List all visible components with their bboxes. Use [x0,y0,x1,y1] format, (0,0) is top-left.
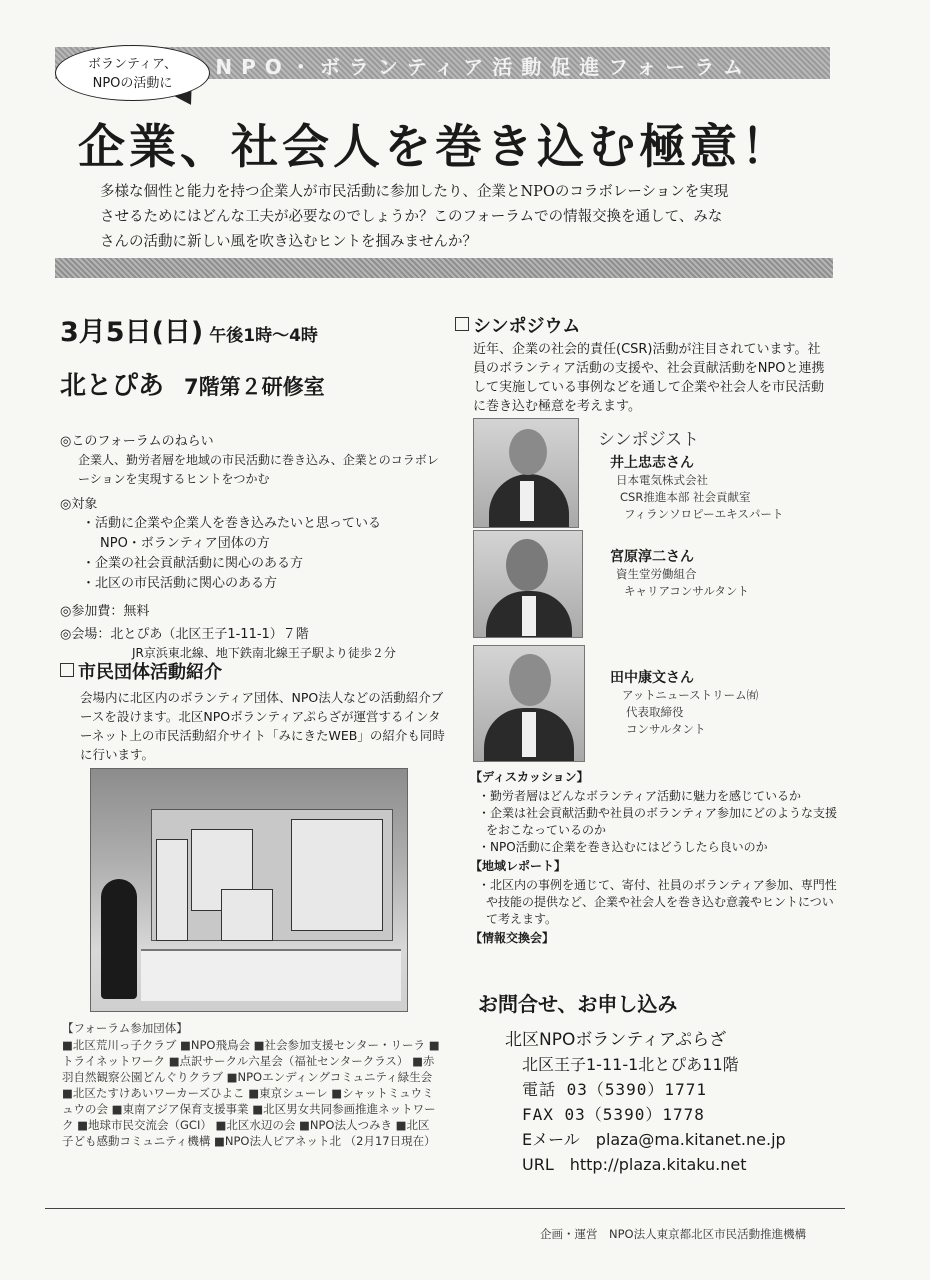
groups-list: ■北区荒川っ子クラブ ■NPO飛鳥会 ■社会参加支援センター・リーラ ■トライネットワーク ■点訳サークル六星会（福祉センタークラス） ■赤羽自然観察公園どんぐりクラブ ■NPOエンディングコミュニティ緑生会 ■北区たすけあいワーカーズひよこ ■東京シューレ ■シャットミュウミュウの会 ■東南アジア保育支援事業 ■北区男女共同参画推進ネットワーク ■地球市民交流会（GCI） ■北区水辺の会 ■NPO法人つみき ■北区子ども感動コミュニティ機構 ■NPO法人ピアネット北 （2月17日現在） [62,1038,440,1148]
fee: ◎参加費：無料 [60,604,150,619]
contact-address: 北区王子1-11-1北とぴあ11階 [522,1055,739,1074]
report-item: ・北区内の事例を通じて、寄付、社員のボランティア参加、専門性や技能の提供など、企業や社会人を巻き込む意義やヒントについて考えます。 [478,878,837,926]
speaker-1 [610,452,783,523]
venue-room: 7階第２研修室 [184,375,325,399]
speaker-aff: 日本電気株式会社 [616,473,708,487]
aim-heading: ◎このフォーラムのねらい [60,434,214,449]
participant-groups [62,1020,440,1149]
civic-section-title: 市民団体活動紹介 [60,658,222,684]
divider-band [55,258,833,278]
bubble-line-1: ボランティア、 [88,57,177,72]
symposium-agenda [470,767,840,949]
forum-series-title: NPO・ボランティア活動促進フォーラム [215,55,752,79]
speaker-aff: コンサルタント [626,722,706,736]
symposist-label: シンポジスト [598,430,700,450]
contact-fax: FAX 03（5390）1778 [522,1105,705,1124]
target-item: ・活動に企業や企業人を巻き込みたいと思っている [82,516,382,531]
speaker-aff: CSR推進本部 社会貢献室 [620,490,751,504]
date-text: 3月5日(日) [60,317,204,348]
speaker-aff: 代表取締役 [626,705,684,719]
discussion-heading: 【ディスカッション】 [470,770,589,784]
discussion-item: ・企業は社会貢献活動や社員のボランティア参加にどのような支援をおこなっているのか [478,806,838,837]
venue-name: 北とぴあ [60,371,165,401]
target-heading: ◎対象 [60,497,98,512]
checkbox-square-icon [60,663,74,677]
speaker-aff: 資生堂労働組合 [616,567,697,581]
intro-text [100,180,790,255]
groups-title: 【フォーラム参加団体】 [62,1021,188,1035]
report-heading: 【地域レポート】 [470,859,567,873]
contact-title: お問合せ、お申し込み [478,992,678,1016]
page-title: 企業、社会人を巻き込む極意！ [78,120,792,175]
footer-credit: 企画・運営 NPO法人東京都北区市民活動推進機構 [540,1227,807,1241]
time-text: 午後1時〜4時 [209,326,318,346]
speaker-3 [610,667,758,738]
photo-panel [221,889,273,941]
contact-email[interactable]: Eメール plaza@ma.kitanet.ne.jp [522,1130,786,1149]
speaker-name: 田中康文さん [610,670,694,686]
contact-org: 北区NPOボランティアぷらざ [505,1030,727,1050]
discussion-item: ・勤労者層はどんなボランティア活動に魅力を感じているか [478,789,802,803]
exchange-heading: 【情報交換会】 [470,931,555,945]
booth-photo [90,768,408,1012]
photo-panel [156,839,188,941]
speaker-photo [473,418,579,528]
target-item: ・北区の市民活動に関心のある方 [82,576,278,591]
intro-line: さんの活動に新しい風を吹き込むヒントを掴みませんか？ [100,234,477,250]
speaker-aff: フィランソロピーエキスパート [624,507,784,521]
intro-line: 多様な個性と能力を持つ企業人が市民活動に参加したり、企業とNPOのコラボレーションを実現 [100,184,729,200]
speech-bubble [55,45,210,101]
speaker-name: 宮原淳二さん [610,549,694,565]
symposium-body: 近年、企業の社会的責任(CSR)活動が注目されています。社員のボランティア活動の支援や、社会貢献活動をNPOと連携して実施している事例などを通して企業や社会人を市民活動に巻き込む極意を考えます。 [473,342,825,414]
event-venue [60,365,325,402]
forum-info [60,428,440,661]
speaker-aff: キャリアコンサルタント [624,584,749,598]
event-date [60,310,318,349]
access: JR京浜東北線、地下鉄南北線王子駅より徒歩２分 [132,646,396,660]
target-item: ・企業の社会貢献活動に関心のある方 [82,556,304,571]
speaker-photo [473,530,583,638]
photo-table [141,949,401,1001]
photo-panel [291,819,383,931]
speaker-photo [473,645,585,762]
symposium-title: シンポジウム [455,312,580,338]
speaker-name: 井上忠志さん [610,455,694,471]
speaker-aff: アットニューストリーム㈲ [622,688,759,702]
aim-body: 企業人、勤労者層を地域の市民活動に巻き込み、企業とのコラボレーションを実現するヒントをつかむ [78,453,439,486]
speaker-2 [610,546,749,600]
place: ◎会場：北とぴあ（北区王子1-11-1）７階 [60,627,309,642]
discussion-item: ・NPO活動に企業を巻き込むにはどうしたら良いのか [478,840,768,854]
target-item: NPO・ボランティア団体の方 [100,536,270,551]
checkbox-square-icon [455,317,469,331]
bubble-line-2: NPOの活動に [92,76,173,91]
photo-person [101,879,137,999]
contact-url[interactable]: URL http://plaza.kitaku.net [522,1155,747,1174]
contact-tel: 電話 03（5390）1771 [522,1080,707,1099]
footer-divider [45,1208,845,1209]
contact-details [522,1052,786,1177]
intro-line: させるためにはどんな工夫が必要なのでしょうか？このフォーラムでの情報交換を通して、みな [100,209,723,225]
civic-body: 会場内に北区内のボランティア団体、NPO法人などの活動紹介ブースを設けます。北区NPOボランティアぷらざが運営するインターネット上の市民活動紹介サイト「みにきたWEB」の紹介も同時に行います。 [80,690,445,762]
